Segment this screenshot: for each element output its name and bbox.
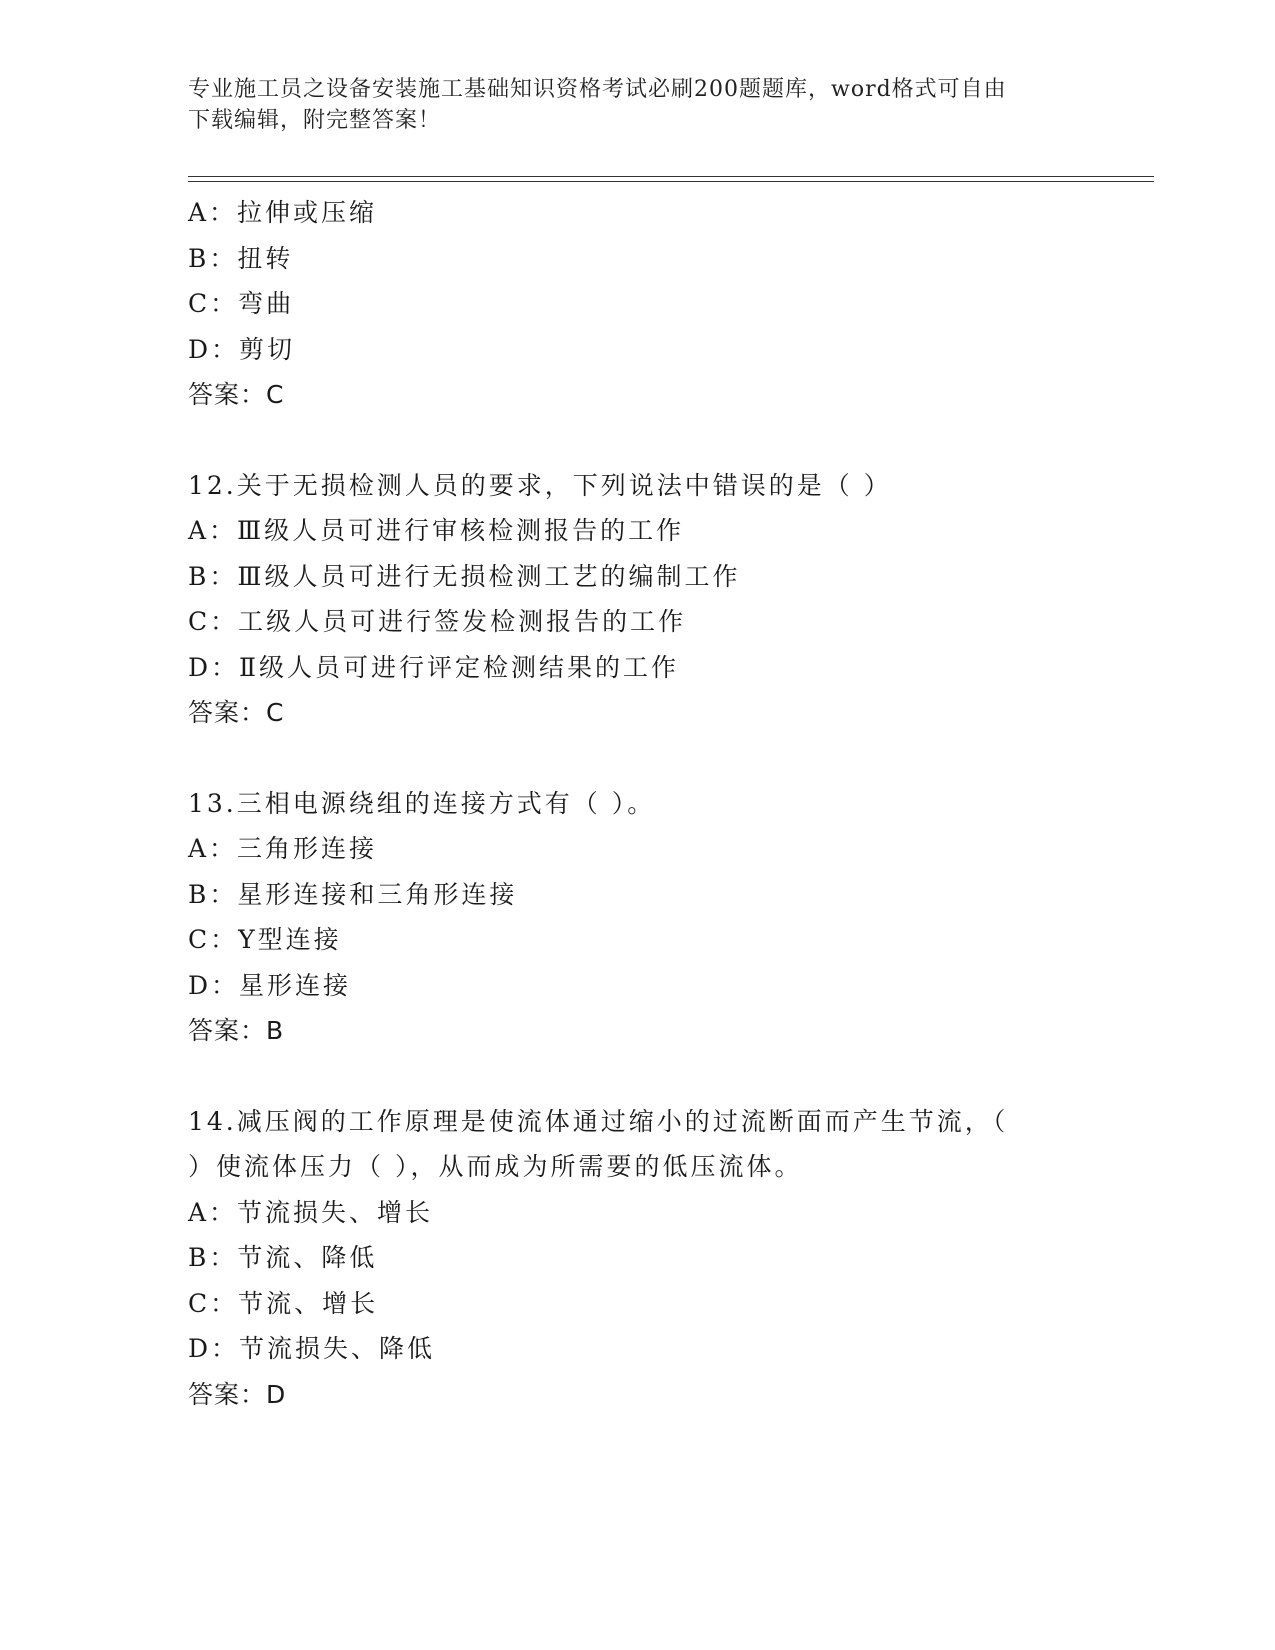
- q11-option-b: B：扭转: [188, 243, 294, 273]
- page-header: [188, 74, 1088, 136]
- q14-stem-line-1: 14.减压阀的工作原理是使流体通过缩小的过流断面而产生节流，（: [188, 1106, 1009, 1136]
- q12-option-d: D：Ⅱ级人员可进行评定检测结果的工作: [188, 652, 680, 682]
- q13-option-d: D：星形连接: [188, 970, 352, 1000]
- q13-option-a: A：三角形连接: [188, 834, 378, 863]
- question-14: [188, 1099, 1148, 1418]
- q12-stem: 12.关于无损检测人员的要求，下列说法中错误的是（ ）: [188, 470, 892, 500]
- spacer: [188, 418, 1148, 463]
- header-line-1: 专业施工员之设备安装施工基础知识资格考试必刷200题题库，word格式可自由: [188, 77, 1007, 102]
- q13-option-b: B：星形连接和三角形连接: [188, 879, 518, 909]
- q11-option-c: C：弯曲: [188, 289, 295, 318]
- q11-option-a: A：拉伸或压缩: [188, 198, 378, 227]
- question-11: [188, 190, 1148, 418]
- q14-option-a: A：节流损失、增长: [188, 1197, 434, 1227]
- q12-option-a: A：Ⅲ级人员可进行审核检测报告的工作: [188, 516, 685, 545]
- q12-option-c: C：工级人员可进行签发检测报告的工作: [188, 607, 687, 636]
- spacer: [188, 1054, 1148, 1099]
- q14-option-b: B：节流、降低: [188, 1243, 378, 1272]
- spacer: [188, 736, 1148, 781]
- q14-answer: 答案：D: [188, 1379, 287, 1409]
- header-divider: [188, 176, 1154, 182]
- q11-answer: 答案：C: [188, 380, 285, 409]
- q12-option-b: B：Ⅲ级人员可进行无损检测工艺的编制工作: [188, 561, 741, 591]
- question-list: [188, 190, 1148, 1417]
- q12-answer: 答案：C: [188, 698, 285, 727]
- header-line-2: 下载编辑，附完整答案！: [188, 108, 442, 133]
- q13-option-c: C：Y型连接: [188, 925, 342, 954]
- question-12: [188, 463, 1148, 736]
- q14-option-d: D：节流损失、降低: [188, 1334, 436, 1363]
- q13-answer: 答案：B: [188, 1016, 285, 1045]
- q14-option-c: C：节流、增长: [188, 1288, 379, 1318]
- question-13: [188, 781, 1148, 1054]
- q13-stem: 13.三相电源绕组的连接方式有（ ）。: [188, 788, 656, 818]
- q11-option-d: D：剪切: [188, 334, 296, 364]
- q14-stem-line-2: ）使流体压力（ ），从而成为所需要的低压流体。: [188, 1152, 803, 1181]
